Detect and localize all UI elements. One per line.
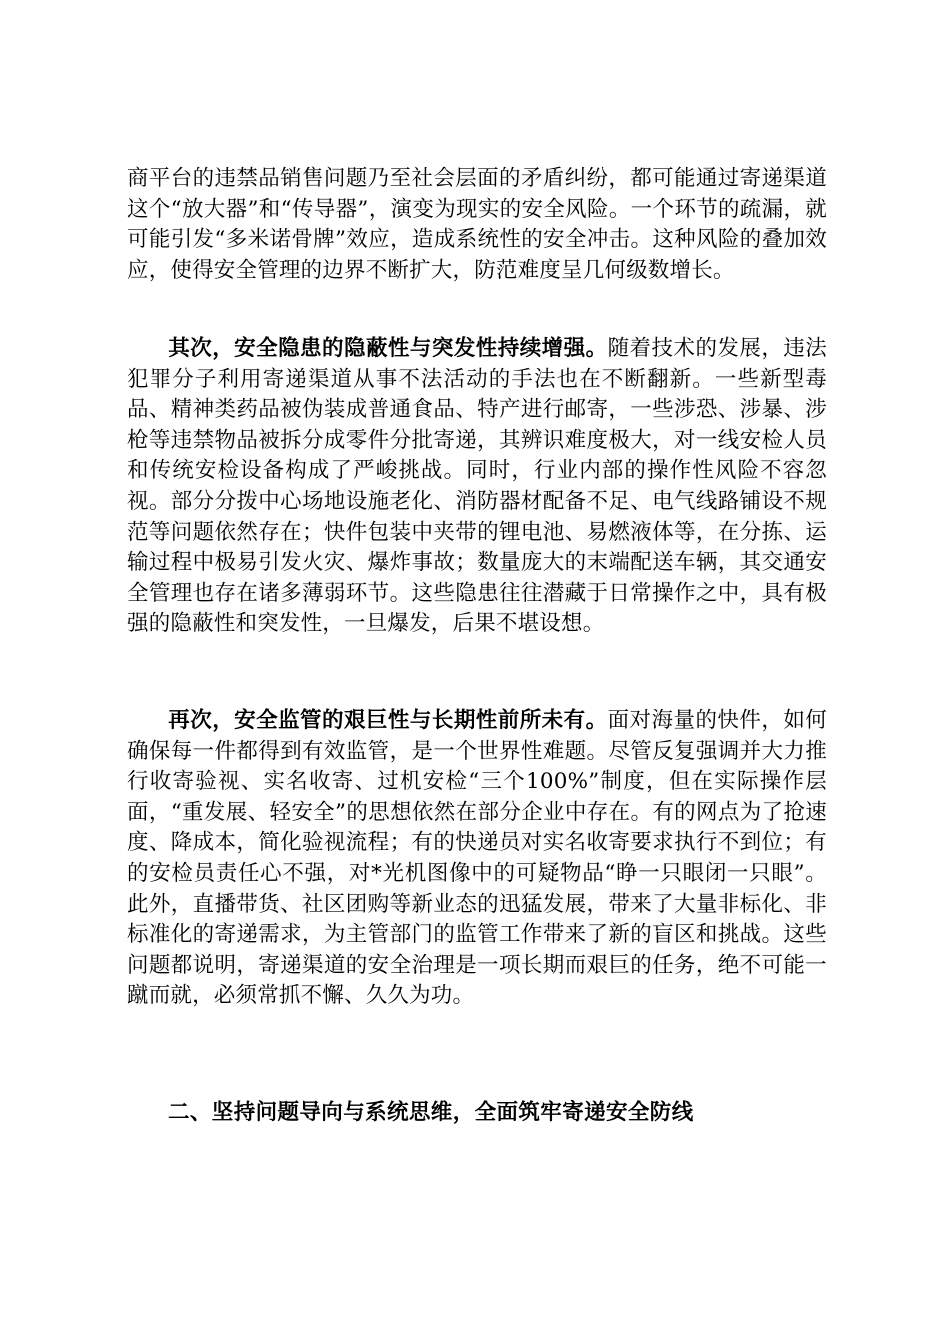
section-heading: 二、坚持问题导向与系统思维，全面筑牢寄递安全防线 <box>168 1100 694 1125</box>
paragraph-3-lead: 再次，安全监管的艰巨性与长期性前所未有。 <box>168 708 608 733</box>
body-paragraph-1 <box>127 164 827 286</box>
paragraph-3-text: 面对海量的快件，如何确保每一件都得到有效监管，是一个世界性难题。尽管反复强调并大力推行收寄验视、实名收寄、过机安检“三个100%”制度，但在实际操作层面，“重发展、轻安全”的思想依然在部分企业中存在。有的网点为了抢速度、降成本，简化验视流程；有的快递员对实名收寄要求执行不到位；有的安检员责任心不强，对*光机图像中的可疑物品“睁一只眼闭一只眼”。此外，直播带货、社区团购等新业态的迅猛发展，带来了大量非标化、非标准化的寄递需求，为主管部门的监管工作带来了新的盲区和挑战。这些问题都说明，寄递渠道的安全治理是一项长期而艰巨的任务，绝不可能一蹴而就，必须常抓不懈、久久为功。 <box>127 708 827 1009</box>
body-paragraph-3 <box>127 706 827 1012</box>
paragraph-2-lead: 其次，安全隐患的隐蔽性与突发性持续增强。 <box>168 336 608 361</box>
paragraph-1-text: 商平台的违禁品销售问题乃至社会层面的矛盾纠纷，都可能通过寄递渠道这个“放大器”和“传导器”，演变为现实的安全风险。一个环节的疏漏，就可能引发“多米诺骨牌”效应，造成系统性的安全冲击。这种风险的叠加效应，使得安全管理的边界不断扩大，防范难度呈几何级数增长。 <box>127 166 827 283</box>
body-paragraph-2 <box>127 334 827 640</box>
paragraph-2-text: 随着技术的发展，违法犯罪分子利用寄递渠道从事不法活动的手法也在不断翻新。一些新型毒品、精神类药品被伪装成普通食品、特产进行邮寄，一些涉恐、涉暴、涉枪等违禁物品被拆分成零件分批寄递，其辨识难度极大，对一线安检人员和传统安检设备构成了严峻挑战。同时，行业内部的操作性风险不容忽视。部分分拨中心场地设施老化、消防器材配备不足、电气线路铺设不规范等问题依然存在；快件包装中夹带的锂电池、易燃液体等，在分拣、运输过程中极易引发火灾、爆炸事故；数量庞大的末端配送车辆，其交通安全管理也存在诸多薄弱环节。这些隐患往往潜藏于日常操作之中，具有极强的隐蔽性和突发性，一旦爆发，后果不堪设想。 <box>127 336 827 637</box>
